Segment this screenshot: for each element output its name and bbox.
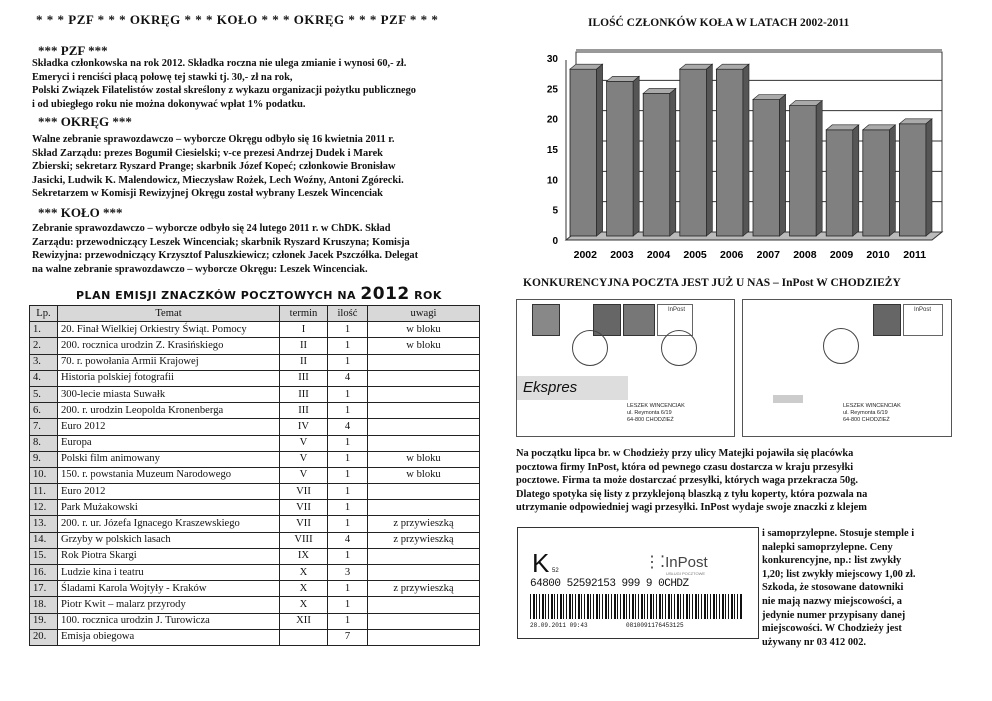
text-line: Szkoda, że stosowane datowniki (762, 582, 904, 594)
row-notes (368, 419, 480, 435)
stamp-brand: InPost (914, 307, 932, 313)
row-topic: 100. rocznica urodzin J. Turowicza (58, 613, 280, 629)
address-line: ul. Reymonta 6/19 (843, 410, 888, 416)
bar-side (670, 88, 676, 236)
row-topic: 20. Finał Wielkiej Orkiestry Świąt. Pomocy (58, 322, 280, 338)
bar-side (743, 64, 749, 236)
row-count: 4 (328, 370, 368, 386)
row-notes (368, 629, 480, 645)
label-k-sub: 52 (552, 568, 559, 574)
row-number: 15. (30, 548, 58, 564)
row-count: 1 (328, 354, 368, 370)
row-number: 5. (30, 386, 58, 402)
column-header: Temat (58, 306, 280, 322)
label-brand-text: InPost (665, 554, 708, 571)
row-notes: w bloku (368, 338, 480, 354)
kolo-text (32, 222, 476, 276)
text-line: używany nr 03 412 002. (762, 636, 867, 648)
row-count: 1 (328, 451, 368, 467)
row-notes: w bloku (368, 322, 480, 338)
text-line: pocztowe. Firma ta może dostarczać przesyłki, których waga przekracza 50g. (516, 475, 859, 487)
row-number: 18. (30, 597, 58, 613)
table-row (30, 370, 480, 386)
row-count: 4 (328, 419, 368, 435)
address-block (843, 403, 901, 424)
bar-side (780, 95, 786, 237)
y-tick-label: 0 (552, 236, 558, 247)
row-topic: 200. rocznica urodzin Z. Krasińskiego (58, 338, 280, 354)
bar-side (597, 64, 603, 236)
table-row (30, 451, 480, 467)
row-notes (368, 500, 480, 516)
text-line: Zarządu: przewodniczący Leszek Wincenciak; skarbnik Ryszard Kruszyna; Komisja (32, 236, 410, 248)
y-tick-label: 30 (546, 54, 558, 65)
okreg-text (32, 133, 476, 201)
emission-plan-table (29, 305, 480, 646)
row-number: 16. (30, 565, 58, 581)
row-topic: Polski film animowany (58, 451, 280, 467)
row-notes: w bloku (368, 451, 480, 467)
ekspres-sticker: Ekspres (517, 376, 628, 400)
bar (863, 130, 890, 236)
inpost-title: KONKURENCYJNA POCZTA JEST JUŻ U NAS – InPost W CHODZIEŻY (523, 277, 901, 289)
row-term: XII (280, 613, 328, 629)
text-line: Zebranie sprawozdawczo – wyborcze odbyło się 24 lutego 2011 r. w ChDK. Skład (32, 223, 391, 234)
row-count: 1 (328, 386, 368, 402)
row-count: 1 (328, 500, 368, 516)
row-count: 1 (328, 403, 368, 419)
row-topic: Park Mużakowski (58, 500, 280, 516)
row-topic: Historia polskiej fotografii (58, 370, 280, 386)
row-count: 7 (328, 629, 368, 645)
x-tick-label: 2004 (646, 249, 671, 261)
row-number: 2. (30, 338, 58, 354)
row-term: VII (280, 516, 328, 532)
row-notes: z przywieszką (368, 532, 480, 548)
x-tick-label: 2002 (573, 249, 597, 261)
row-topic: 150. r. powstania Muzeum Narodowego (58, 467, 280, 483)
plan-title-year: 2012 (360, 284, 410, 304)
table-row (30, 581, 480, 597)
row-term: V (280, 451, 328, 467)
x-tick-label: 2008 (793, 249, 817, 261)
row-number: 17. (30, 581, 58, 597)
bar-side (816, 101, 822, 236)
row-term: III (280, 386, 328, 402)
row-term: VII (280, 500, 328, 516)
y-tick-label: 5 (552, 205, 558, 217)
row-term: II (280, 338, 328, 354)
table-row (30, 322, 480, 338)
row-topic: 300-lecie miasta Suwałk (58, 386, 280, 402)
x-tick-label: 2010 (866, 249, 890, 261)
row-count: 1 (328, 581, 368, 597)
label-brand-sub: USŁUGI POCZTOWE (666, 571, 706, 576)
sticker-strip (773, 395, 803, 403)
row-count: 1 (328, 516, 368, 532)
okreg-title: *** OKRĘG *** (38, 114, 132, 129)
stamp-inpost-label (903, 304, 943, 336)
stamp-image (532, 304, 560, 336)
row-number: 3. (30, 354, 58, 370)
table-row (30, 484, 480, 500)
column-header: uwagi (368, 306, 480, 322)
row-topic: 200. r. urodzin Leopolda Kronenberga (58, 403, 280, 419)
label-brand (644, 552, 708, 572)
row-count: 3 (328, 565, 368, 581)
label-number: 64800 52592153 999 9 0CHDZ (530, 578, 689, 590)
text-line: nie mają nazwy miejscowości, a (762, 595, 902, 607)
table-row (30, 629, 480, 645)
column-header: Lp. (30, 306, 58, 322)
stamp-image (873, 304, 901, 336)
table-row (30, 338, 480, 354)
label-date: 28.09.2011 09:43 (530, 622, 588, 629)
text-line: Zbierski; sekretarz Ryszard Prange; skarbnik Józef Kopeć; członkowie Bronisław (32, 161, 396, 173)
address-line: ul. Reymonta 6/19 (627, 410, 672, 416)
text-line: nalepki samoprzylepne. Ceny (762, 541, 893, 553)
x-tick-label: 2007 (756, 249, 780, 261)
page-header: * * * PZF * * * OKRĘG * * * KOŁO * * * OKRĘG * * * PZF * * * (36, 12, 439, 27)
pzf-title: *** PZF *** (38, 43, 108, 58)
row-count: 1 (328, 613, 368, 629)
row-topic: Śladami Karola Wojtyły - Kraków (58, 581, 280, 597)
row-topic: 70. r. powołania Armii Krajowej (58, 354, 280, 370)
row-count: 1 (328, 338, 368, 354)
text-line: Polski Związek Filatelistów został skreślony z wykazu organizacji pożytku publicznego (32, 85, 416, 97)
address-block (627, 403, 685, 424)
row-notes (368, 386, 480, 402)
y-tick-label: 25 (546, 84, 558, 96)
row-count: 1 (328, 467, 368, 483)
bar (643, 93, 670, 236)
table-row (30, 386, 480, 402)
text-line: Jasicki, Ludwik K. Malendowicz, Mieczysław Rożek, Lech Woźny, Antoni Zgórecki. (32, 174, 404, 186)
row-notes (368, 484, 480, 500)
text-line: na walne zebranie sprawozdawczo – wyborcze Okręgu: Leszek Wincenciak. (32, 263, 368, 275)
table-row (30, 354, 480, 370)
table-header-row (30, 306, 480, 322)
row-term: I (280, 322, 328, 338)
table-row (30, 403, 480, 419)
label-k: K (532, 548, 550, 578)
envelope-photo-1 (516, 299, 735, 437)
row-term (280, 629, 328, 645)
text-line: 1,20; list zwykły miejscowy 1,00 zł. (762, 568, 916, 580)
table-row (30, 435, 480, 451)
x-tick-label: 2005 (683, 249, 707, 261)
row-count: 1 (328, 435, 368, 451)
members-bar-chart (530, 40, 950, 270)
postmark (823, 328, 859, 364)
row-term: IX (280, 548, 328, 564)
row-notes: w bloku (368, 467, 480, 483)
x-tick-label: 2011 (903, 249, 927, 261)
row-notes (368, 548, 480, 564)
inpost-logo-icon: ⋮⁚ (644, 554, 666, 571)
column-header: ilość (328, 306, 368, 322)
row-topic: Europa (58, 435, 280, 451)
bar (753, 100, 780, 237)
row-term: VII (280, 484, 328, 500)
bar-side (853, 125, 859, 236)
row-number: 7. (30, 419, 58, 435)
row-notes: z przywieszką (368, 516, 480, 532)
text-line: Rewizyjna: przewodniczący Krzysztof Paluszkiewicz; członek Jacek Pszczółka. Delegat (32, 250, 419, 262)
bar-side (889, 125, 895, 236)
text-line: Składka członkowska na rok 2012. Składka roczna nie ulega zmianie i wynosi 60,- zł. (32, 58, 407, 69)
inpost-text (516, 447, 958, 515)
table-row (30, 532, 480, 548)
text-line: i samoprzylepne. Stosuje stemple i (762, 528, 915, 539)
chart-title: ILOŚĆ CZŁONKÓW KOŁA W LATACH 2002-2011 (588, 17, 850, 29)
pzf-text (32, 57, 476, 111)
bar-side (926, 119, 932, 236)
envelope-photo-2 (742, 299, 952, 437)
row-notes (368, 565, 480, 581)
address-line: LESZEK WINCENCIAK (627, 403, 685, 409)
row-term: IV (280, 419, 328, 435)
row-number: 8. (30, 435, 58, 451)
text-line: Na początku lipca br. w Chodzieży przy ulicy Matejki pojawiła się placówka (516, 448, 854, 459)
barcode (530, 594, 742, 619)
row-notes (368, 613, 480, 629)
row-number: 9. (30, 451, 58, 467)
y-tick-label: 10 (546, 175, 558, 187)
table-row (30, 419, 480, 435)
row-number: 19. (30, 613, 58, 629)
x-tick-label: 2006 (720, 249, 744, 261)
row-topic: Euro 2012 (58, 419, 280, 435)
row-term: II (280, 354, 328, 370)
text-line: Walne zebranie sprawozdawczo – wyborcze Okręgu odbyło się 16 kwietnia 2011 r. (32, 134, 395, 145)
row-count: 4 (328, 532, 368, 548)
table-row (30, 597, 480, 613)
inpost-label-photo (517, 527, 759, 639)
bar (570, 69, 597, 236)
row-count: 1 (328, 322, 368, 338)
row-notes (368, 435, 480, 451)
row-term: X (280, 581, 328, 597)
row-topic: Ludzie kina i teatru (58, 565, 280, 581)
address-line: 64-800 CHODZIEŻ (843, 417, 890, 423)
row-term: X (280, 565, 328, 581)
row-count: 1 (328, 548, 368, 564)
row-topic: Grzyby w polskich lasach (58, 532, 280, 548)
row-number: 13. (30, 516, 58, 532)
stamp-brand: InPost (668, 307, 686, 313)
postmark (572, 330, 608, 366)
bar (716, 69, 743, 236)
table-row (30, 565, 480, 581)
table-row (30, 500, 480, 516)
row-number: 4. (30, 370, 58, 386)
row-topic: Piotr Kwit – malarz przyrody (58, 597, 280, 613)
bar (790, 106, 817, 236)
row-count: 1 (328, 484, 368, 500)
row-notes: z przywieszką (368, 581, 480, 597)
row-notes (368, 354, 480, 370)
row-number: 10. (30, 467, 58, 483)
row-topic: 200. r. ur. Józefa Ignacego Kraszewskiego (58, 516, 280, 532)
plan-title-text: PLAN EMISJI ZNACZKÓW POCZTOWYCH NA (76, 289, 357, 302)
row-number: 1. (30, 322, 58, 338)
row-term: V (280, 467, 328, 483)
row-notes (368, 597, 480, 613)
row-term: V (280, 435, 328, 451)
table-row (30, 548, 480, 564)
row-term: III (280, 370, 328, 386)
row-number: 12. (30, 500, 58, 516)
kolo-title: *** KOŁO *** (38, 205, 123, 220)
row-term: X (280, 597, 328, 613)
text-line: jedynie numer przypisany danej (762, 609, 906, 621)
x-tick-label: 2003 (610, 249, 634, 261)
plan-title (76, 284, 442, 304)
bar-side (633, 76, 639, 236)
row-number: 20. (30, 629, 58, 645)
row-notes (368, 403, 480, 419)
table-row (30, 516, 480, 532)
row-topic: Euro 2012 (58, 484, 280, 500)
bar (680, 69, 707, 236)
row-number: 6. (30, 403, 58, 419)
row-term: III (280, 403, 328, 419)
row-notes (368, 370, 480, 386)
column-header: termin (280, 306, 328, 322)
text-line: Emeryci i renciści płacą połowę tej stawki tj. 30,- zł na rok, (32, 71, 293, 83)
bar (607, 81, 634, 236)
text-line: Sekretarzem w Komisji Rewizyjnej Okręgu został wybrany Leszek Wincenciak (32, 188, 383, 200)
x-tick-label: 2009 (829, 249, 854, 261)
table-body (30, 322, 480, 646)
table-row (30, 613, 480, 629)
text-line: konkurencyjne, np.: list zwykły (762, 555, 902, 567)
address-line: LESZEK WINCENCIAK (843, 403, 901, 409)
y-tick-label: 15 (546, 145, 558, 156)
text-line: Dlatego spotyka się listy z przyklejoną blaszką z tyłu koperty, która pozwala na (516, 488, 868, 500)
text-line: pocztowa firmy InPost, która od pewnego czasu dostarcza w kraju przesyłki (516, 461, 854, 473)
bar-side (706, 64, 712, 236)
row-topic: Emisja obiegowa (58, 629, 280, 645)
postmark (661, 330, 697, 366)
row-topic: Rok Piotra Skargi (58, 548, 280, 564)
text-line: utrzymanie odpowiedniej wagi przesyłki. InPost wydaje swoje znaczki z klejem (516, 502, 867, 514)
bar (899, 124, 926, 236)
row-count: 1 (328, 597, 368, 613)
plan-title-suffix: ROK (414, 289, 442, 302)
row-term: VIII (280, 532, 328, 548)
text-line: Skład Zarządu: prezes Bogumił Ciesielski; v-ce prezesi Andrzej Dudek i Marek (32, 147, 383, 159)
inpost-side-text (762, 527, 958, 649)
y-tick-label: 20 (546, 114, 558, 126)
row-number: 11. (30, 484, 58, 500)
text-line: miejscowości. W Chodzieży jest (762, 623, 902, 635)
bar (826, 130, 853, 236)
address-line: 64-800 CHODZIEŻ (627, 417, 674, 423)
label-code: 0810091176453125 (626, 622, 684, 629)
text-line: i od ubiegłego roku nie można dokonywać wpłat 1% podatku. (32, 98, 306, 110)
stamp-image (623, 304, 655, 336)
table-row (30, 467, 480, 483)
row-number: 14. (30, 532, 58, 548)
